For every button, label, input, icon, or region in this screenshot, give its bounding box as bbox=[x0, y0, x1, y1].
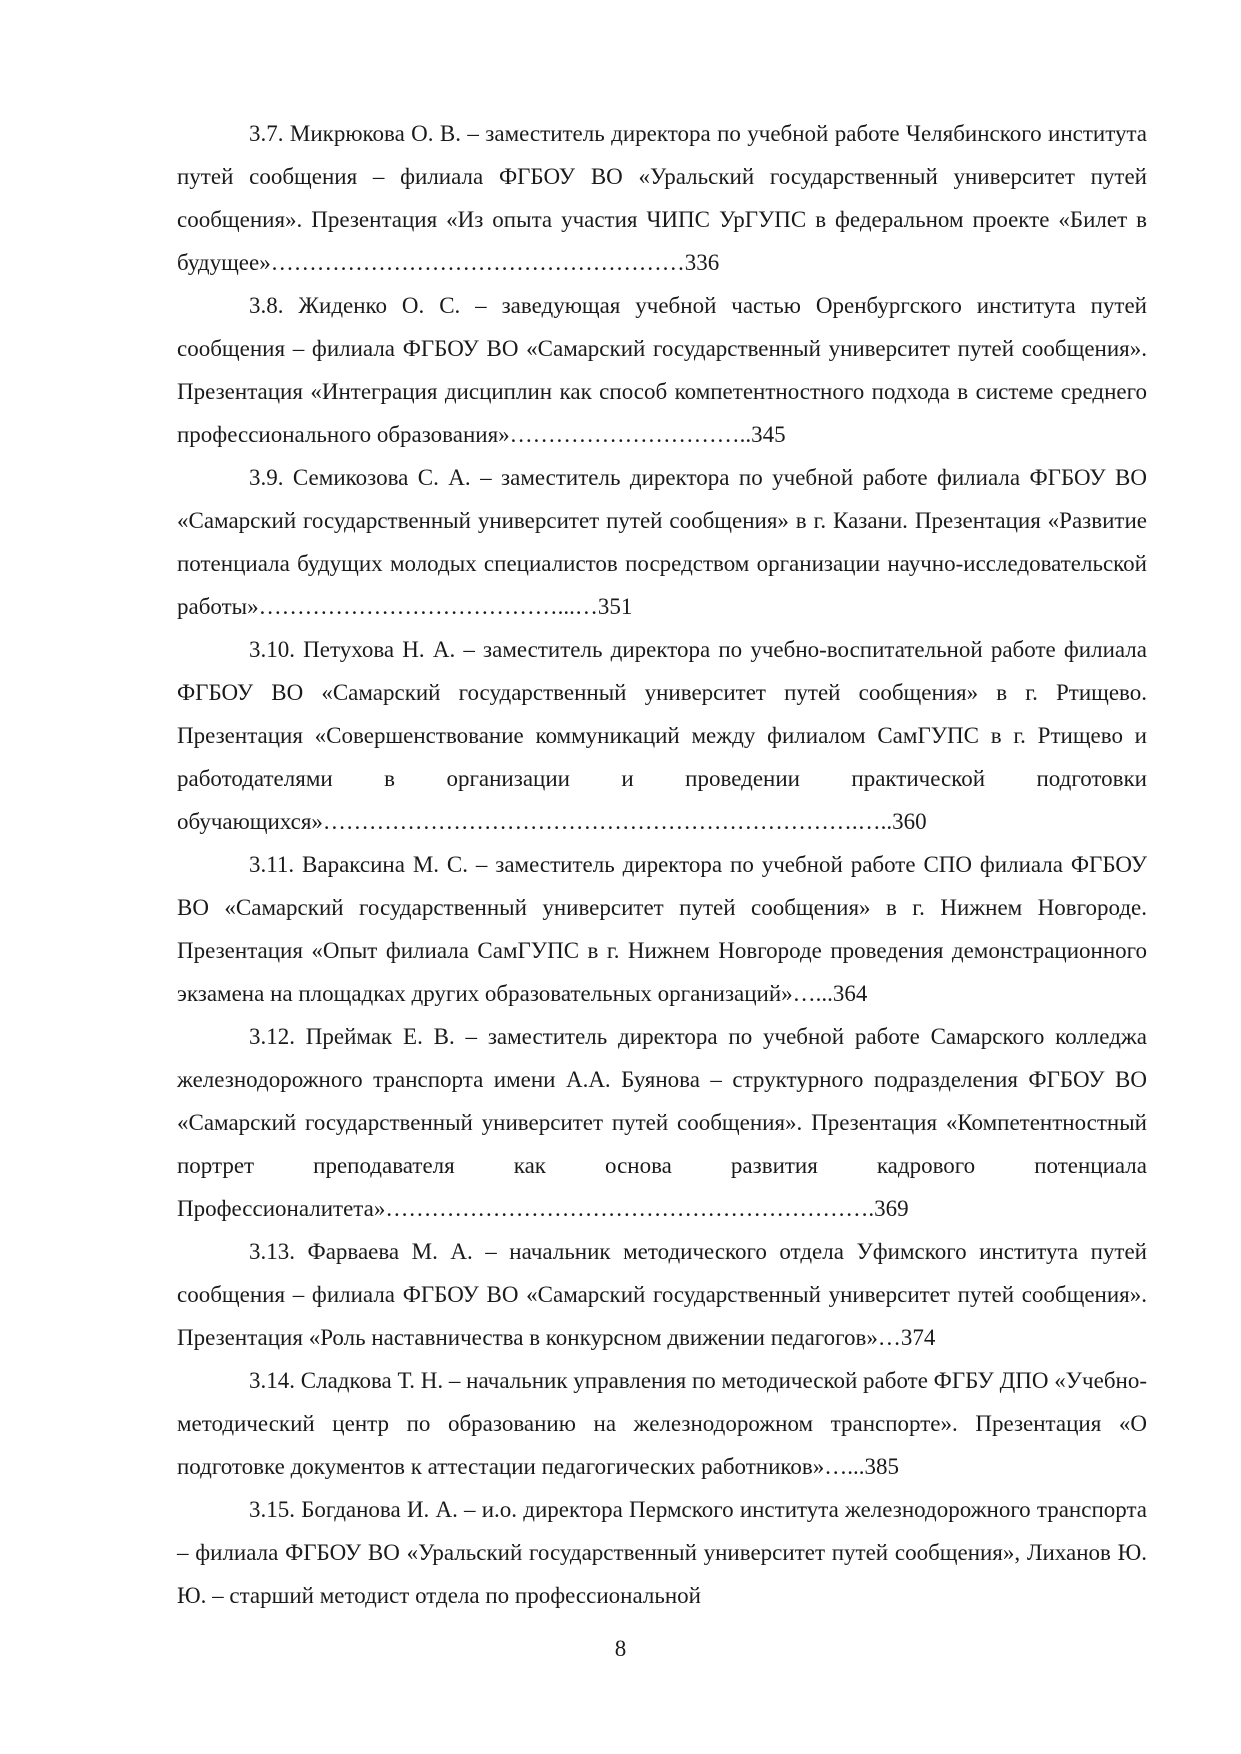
toc-entries bbox=[177, 112, 1147, 1617]
toc-entry-3-11: 3.11. Вараксина М. С. – заместитель директора по учебной работе СПО филиала ФГБОУ ВО «Самарский государственный университет путей сообщения» в г. Нижнем Новгороде. Презентация «Опыт филиала СамГУПС в г. Нижнем Новгороде проведения демонстрационного экзамена на площадках других образовательных организаций»…...364 bbox=[177, 852, 1147, 1006]
toc-entry-3-15: 3.15. Богданова И. А. – и.о. директора Пермского института железнодорожного транспорта – филиала ФГБОУ ВО «Уральский государственный университет путей сообщения», Лиханов Ю. Ю. – старший методист отдела по профессиональной bbox=[177, 1497, 1147, 1608]
toc-entry-3-9: 3.9. Семикозова С. А. – заместитель директора по учебной работе филиала ФГБОУ ВО «Самарский государственный университет путей сообщения» в г. Казани. Презентация «Развитие потенциала будущих молодых специалистов посредством организации научно-исследовательской работы»…………………………………...…351 bbox=[177, 465, 1147, 619]
toc-entry-3-8: 3.8. Жиденко О. С. – заведующая учебной частью Оренбургского института путей сообщения – филиала ФГБОУ ВО «Самарский государственный университет путей сообщения». Презентация «Интеграция дисциплин как способ компетентностного подхода в системе среднего профессионального образования»…………………………..345 bbox=[177, 293, 1147, 447]
toc-entry-3-14: 3.14. Сладкова Т. Н. – начальник управления по методической работе ФГБУ ДПО «Учебно-методический центр по образованию на железнодорожном транспорте». Презентация «О подготовке документов к аттестации педагогических работников»…...385 bbox=[177, 1368, 1147, 1479]
toc-entry-3-13: 3.13. Фарваева М. А. – начальник методического отдела Уфимского института путей сообщения – филиала ФГБОУ ВО «Самарский государственный университет путей сообщения». Презентация «Роль наставничества в конкурсном движении педагогов»…374 bbox=[177, 1239, 1147, 1350]
page-number: 8 bbox=[614, 1636, 627, 1661]
toc-entry-3-10: 3.10. Петухова Н. А. – заместитель директора по учебно-воспитательной работе филиала ФГБОУ ВО «Самарский государственный университет путей сообщения» в г. Ртищево. Презентация «Совершенствование коммуникаций между филиалом СамГУПС в г. Ртищево и работодателями в организации и проведении практической подготовки обучающихся»…………………………………………………………….…..360 bbox=[177, 637, 1147, 834]
toc-entry-3-7: 3.7. Микрюкова О. В. – заместитель директора по учебной работе Челябинского института путей сообщения – филиала ФГБОУ ВО «Уральский государственный университет путей сообщения». Презентация «Из опыта участия ЧИПС УрГУПС в федеральном проекте «Билет в будущее»………………………………………………336 bbox=[177, 121, 1147, 275]
toc-entry-3-12: 3.12. Преймак Е. В. – заместитель директора по учебной работе Самарского колледжа железнодорожного транспорта имени А.А. Буянова – структурного подразделения ФГБОУ ВО «Самарский государственный университет путей сообщения». Презентация «Компетентностный портрет преподавателя как основа развития кадрового потенциала Профессионалитета»……………………………………………………….369 bbox=[177, 1024, 1147, 1221]
